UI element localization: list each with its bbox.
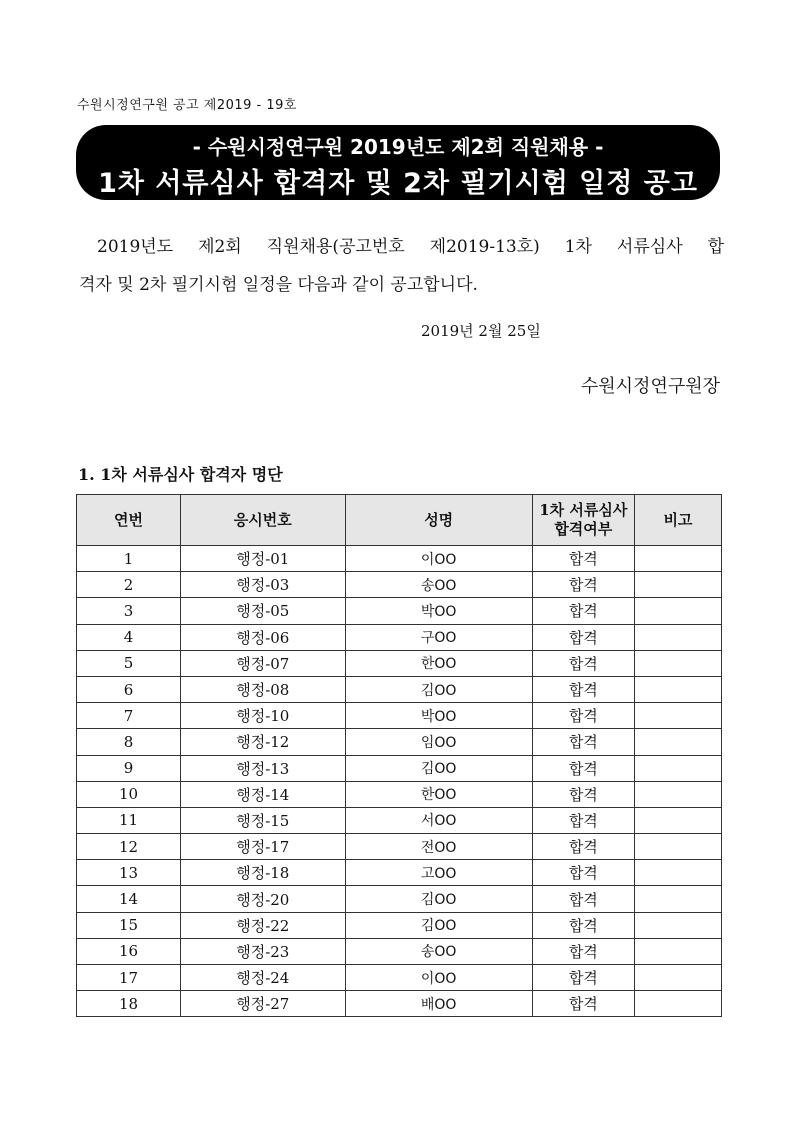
cell-applicant-id: 행정-20 <box>180 886 345 912</box>
table-row <box>77 834 722 860</box>
cell-note <box>634 991 721 1017</box>
cell-result: 합격 <box>532 572 634 598</box>
column-header-no: 연번 <box>77 495 181 546</box>
cell-no: 4 <box>77 624 181 650</box>
table-row <box>77 598 722 624</box>
cell-note <box>634 676 721 702</box>
cell-result: 합격 <box>532 624 634 650</box>
cell-name: 서OO <box>345 807 532 833</box>
cell-name: 김OO <box>345 886 532 912</box>
cell-no: 6 <box>77 676 181 702</box>
cell-applicant-id: 행정-17 <box>180 834 345 860</box>
cell-name: 김OO <box>345 755 532 781</box>
cell-applicant-id: 행정-22 <box>180 912 345 938</box>
section-heading: 1. 1차 서류심사 합격자 명단 <box>78 465 283 484</box>
cell-no: 1 <box>77 546 181 572</box>
cell-result: 합격 <box>532 703 634 729</box>
column-header-note: 비고 <box>634 495 721 546</box>
cell-result: 합격 <box>532 676 634 702</box>
cell-note <box>634 729 721 755</box>
table-header-row <box>77 495 722 546</box>
cell-no: 8 <box>77 729 181 755</box>
cell-note <box>634 834 721 860</box>
cell-result: 합격 <box>532 991 634 1017</box>
cell-applicant-id: 행정-10 <box>180 703 345 729</box>
cell-applicant-id: 행정-18 <box>180 860 345 886</box>
cell-name: 전OO <box>345 834 532 860</box>
page-title: 1차 서류심사 합격자 및 2차 필기시험 일정 공고 <box>98 168 698 199</box>
column-header-result-line2: 합격여부 <box>554 520 613 538</box>
cell-no: 12 <box>77 834 181 860</box>
cell-result: 합격 <box>532 912 634 938</box>
passed-applicants-table <box>76 494 722 1017</box>
cell-applicant-id: 행정-27 <box>180 991 345 1017</box>
table-row <box>77 676 722 702</box>
cell-note <box>634 598 721 624</box>
cell-result: 합격 <box>532 965 634 991</box>
cell-name: 이OO <box>345 965 532 991</box>
cell-result: 합격 <box>532 546 634 572</box>
cell-result: 합격 <box>532 650 634 676</box>
table-row <box>77 938 722 964</box>
column-header-result <box>532 495 634 546</box>
cell-no: 11 <box>77 807 181 833</box>
announcement-body <box>79 228 724 304</box>
title-banner <box>76 125 720 200</box>
cell-note <box>634 755 721 781</box>
cell-applicant-id: 행정-06 <box>180 624 345 650</box>
column-header-result-line1: 1차 서류심사 <box>539 501 628 519</box>
cell-name: 송OO <box>345 938 532 964</box>
cell-result: 합격 <box>532 860 634 886</box>
cell-no: 2 <box>77 572 181 598</box>
table-row <box>77 703 722 729</box>
cell-note <box>634 781 721 807</box>
cell-applicant-id: 행정-07 <box>180 650 345 676</box>
cell-applicant-id: 행정-14 <box>180 781 345 807</box>
announcement-date: 2019년 2월 25일 <box>421 322 541 340</box>
cell-no: 16 <box>77 938 181 964</box>
cell-note <box>634 546 721 572</box>
cell-name: 박OO <box>345 703 532 729</box>
announcement-line-2: 격자 및 2차 필기시험 일정을 다음과 같이 공고합니다. <box>79 275 478 295</box>
cell-applicant-id: 행정-08 <box>180 676 345 702</box>
cell-result: 합격 <box>532 755 634 781</box>
cell-name: 이OO <box>345 546 532 572</box>
cell-no: 10 <box>77 781 181 807</box>
table-body <box>77 546 722 1017</box>
table-row <box>77 912 722 938</box>
cell-name: 김OO <box>345 912 532 938</box>
cell-note <box>634 650 721 676</box>
cell-applicant-id: 행정-05 <box>180 598 345 624</box>
cell-result: 합격 <box>532 886 634 912</box>
cell-applicant-id: 행정-12 <box>180 729 345 755</box>
cell-note <box>634 912 721 938</box>
cell-no: 5 <box>77 650 181 676</box>
cell-note <box>634 572 721 598</box>
table-row <box>77 886 722 912</box>
cell-no: 3 <box>77 598 181 624</box>
cell-name: 박OO <box>345 598 532 624</box>
cell-no: 17 <box>77 965 181 991</box>
table-row <box>77 965 722 991</box>
table-row <box>77 860 722 886</box>
cell-name: 한OO <box>345 781 532 807</box>
cell-no: 13 <box>77 860 181 886</box>
cell-applicant-id: 행정-01 <box>180 546 345 572</box>
cell-name: 배OO <box>345 991 532 1017</box>
column-header-name: 성명 <box>345 495 532 546</box>
cell-no: 14 <box>77 886 181 912</box>
table-row <box>77 572 722 598</box>
cell-name: 한OO <box>345 650 532 676</box>
table-row <box>77 991 722 1017</box>
issuer-name: 수원시정연구원장 <box>580 376 720 397</box>
table-row <box>77 755 722 781</box>
cell-note <box>634 965 721 991</box>
table-row <box>77 650 722 676</box>
cell-result: 합격 <box>532 598 634 624</box>
cell-applicant-id: 행정-03 <box>180 572 345 598</box>
title-subtitle: - 수원시정연구원 2019년도 제2회 직원채용 - <box>192 135 604 159</box>
cell-note <box>634 860 721 886</box>
cell-note <box>634 807 721 833</box>
table-row <box>77 781 722 807</box>
cell-name: 구OO <box>345 624 532 650</box>
cell-no: 18 <box>77 991 181 1017</box>
cell-name: 김OO <box>345 676 532 702</box>
cell-note <box>634 624 721 650</box>
table-row <box>77 807 722 833</box>
cell-note <box>634 703 721 729</box>
cell-result: 합격 <box>532 807 634 833</box>
cell-applicant-id: 행정-24 <box>180 965 345 991</box>
cell-name: 송OO <box>345 572 532 598</box>
table-row <box>77 624 722 650</box>
column-header-applicant-id: 응시번호 <box>180 495 345 546</box>
announcement-line-1: 2019년도 제2회 직원채용(공고번호 제2019-13호) 1차 서류심사 합 <box>97 237 724 257</box>
cell-result: 합격 <box>532 729 634 755</box>
cell-note <box>634 938 721 964</box>
cell-no: 9 <box>77 755 181 781</box>
cell-no: 7 <box>77 703 181 729</box>
cell-applicant-id: 행정-15 <box>180 807 345 833</box>
cell-result: 합격 <box>532 781 634 807</box>
cell-applicant-id: 행정-23 <box>180 938 345 964</box>
cell-name: 임OO <box>345 729 532 755</box>
table-row <box>77 729 722 755</box>
cell-name: 고OO <box>345 860 532 886</box>
notice-number: 수원시정연구원 공고 제2019 - 19호 <box>77 98 297 113</box>
cell-result: 합격 <box>532 938 634 964</box>
table-row <box>77 546 722 572</box>
cell-applicant-id: 행정-13 <box>180 755 345 781</box>
cell-result: 합격 <box>532 834 634 860</box>
cell-note <box>634 886 721 912</box>
cell-no: 15 <box>77 912 181 938</box>
